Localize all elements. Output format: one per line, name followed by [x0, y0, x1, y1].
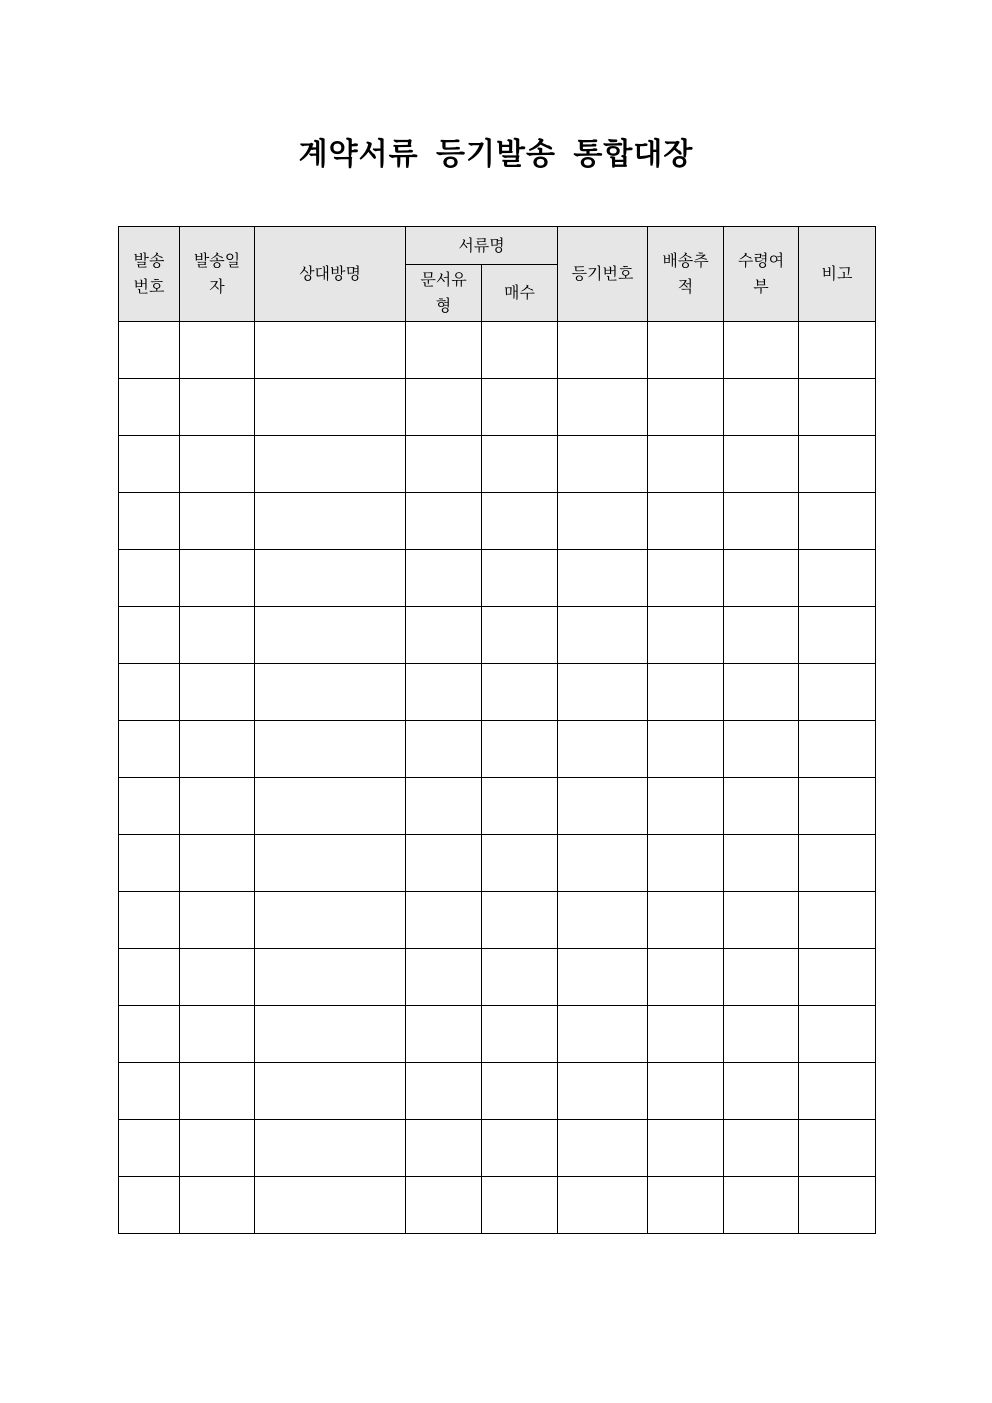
- header-remarks: [799, 227, 876, 322]
- cell-send-date[interactable]: [180, 1120, 255, 1177]
- table-row: [119, 664, 876, 721]
- cell-tracking[interactable]: [648, 379, 724, 436]
- header-doc-type-label: 문서유형: [420, 270, 467, 315]
- header-registered-no-label: 등기번호: [571, 264, 634, 283]
- table-row: [119, 892, 876, 949]
- cell-page-count[interactable]: [482, 778, 558, 835]
- cell-receipt-status[interactable]: [724, 493, 799, 550]
- header-send-no: [119, 227, 180, 322]
- cell-registered-no[interactable]: [558, 835, 648, 892]
- cell-receipt-status[interactable]: [724, 892, 799, 949]
- cell-page-count[interactable]: [482, 550, 558, 607]
- cell-registered-no[interactable]: [558, 949, 648, 1006]
- cell-page-count[interactable]: [482, 949, 558, 1006]
- cell-send-no[interactable]: [119, 1177, 180, 1234]
- cell-tracking[interactable]: [648, 1006, 724, 1063]
- header-page-count: [482, 265, 558, 322]
- header-remarks-label: 비고: [821, 264, 853, 283]
- cell-send-date[interactable]: [180, 1006, 255, 1063]
- cell-recipient[interactable]: [255, 436, 406, 493]
- cell-doc-type[interactable]: [406, 379, 482, 436]
- cell-send-date[interactable]: [180, 1063, 255, 1120]
- cell-recipient[interactable]: [255, 721, 406, 778]
- cell-tracking[interactable]: [648, 721, 724, 778]
- cell-doc-type[interactable]: [406, 949, 482, 1006]
- cell-send-date[interactable]: [180, 778, 255, 835]
- cell-recipient[interactable]: [255, 1006, 406, 1063]
- cell-remarks[interactable]: [799, 721, 876, 778]
- cell-send-no[interactable]: [119, 1006, 180, 1063]
- cell-doc-type[interactable]: [406, 493, 482, 550]
- header-recipient: [255, 227, 406, 322]
- table-row: [119, 835, 876, 892]
- table-row: [119, 1177, 876, 1234]
- header-doc-name-group-label: 서류명: [458, 235, 505, 255]
- cell-tracking[interactable]: [648, 550, 724, 607]
- cell-doc-type[interactable]: [406, 322, 482, 379]
- cell-page-count[interactable]: [482, 493, 558, 550]
- cell-send-date[interactable]: [180, 721, 255, 778]
- table-row: [119, 949, 876, 1006]
- cell-remarks[interactable]: [799, 607, 876, 664]
- cell-receipt-status[interactable]: [724, 835, 799, 892]
- header-send-no-label: 발송번호: [133, 251, 165, 296]
- cell-registered-no[interactable]: [558, 1006, 648, 1063]
- cell-doc-type[interactable]: [406, 1006, 482, 1063]
- cell-page-count[interactable]: [482, 1177, 558, 1234]
- cell-tracking[interactable]: [648, 493, 724, 550]
- cell-send-no[interactable]: [119, 436, 180, 493]
- cell-remarks[interactable]: [799, 892, 876, 949]
- cell-send-date[interactable]: [180, 550, 255, 607]
- cell-doc-type[interactable]: [406, 436, 482, 493]
- cell-page-count[interactable]: [482, 664, 558, 721]
- header-receipt-status-label: 수령여부: [737, 251, 785, 296]
- cell-send-no[interactable]: [119, 892, 180, 949]
- cell-registered-no[interactable]: [558, 322, 648, 379]
- cell-send-date[interactable]: [180, 379, 255, 436]
- cell-registered-no[interactable]: [558, 493, 648, 550]
- cell-remarks[interactable]: [799, 664, 876, 721]
- cell-doc-type[interactable]: [406, 778, 482, 835]
- table-row: [119, 379, 876, 436]
- cell-tracking[interactable]: [648, 949, 724, 1006]
- cell-receipt-status[interactable]: [724, 1177, 799, 1234]
- cell-tracking[interactable]: [648, 664, 724, 721]
- cell-doc-type[interactable]: [406, 607, 482, 664]
- cell-remarks[interactable]: [799, 778, 876, 835]
- cell-recipient[interactable]: [255, 550, 406, 607]
- cell-registered-no[interactable]: [558, 550, 648, 607]
- cell-send-date[interactable]: [180, 493, 255, 550]
- cell-send-date[interactable]: [180, 949, 255, 1006]
- cell-send-no[interactable]: [119, 721, 180, 778]
- cell-send-no[interactable]: [119, 550, 180, 607]
- cell-send-no[interactable]: [119, 1120, 180, 1177]
- cell-remarks[interactable]: [799, 550, 876, 607]
- cell-recipient[interactable]: [255, 322, 406, 379]
- header-page-count-label: 매수: [504, 283, 535, 302]
- cell-send-date[interactable]: [180, 322, 255, 379]
- cell-recipient[interactable]: [255, 1063, 406, 1120]
- cell-page-count[interactable]: [482, 835, 558, 892]
- cell-remarks[interactable]: [799, 493, 876, 550]
- cell-registered-no[interactable]: [558, 1063, 648, 1120]
- cell-remarks[interactable]: [799, 379, 876, 436]
- header-row: [119, 227, 876, 265]
- cell-page-count[interactable]: [482, 379, 558, 436]
- header-send-date-label: 발송일자: [193, 251, 241, 296]
- table-row: [119, 607, 876, 664]
- cell-page-count[interactable]: [482, 892, 558, 949]
- cell-tracking[interactable]: [648, 1177, 724, 1234]
- cell-send-no[interactable]: [119, 949, 180, 1006]
- header-doc-type: [406, 265, 482, 322]
- cell-doc-type[interactable]: [406, 550, 482, 607]
- header-registered-no: [558, 227, 648, 322]
- cell-registered-no[interactable]: [558, 436, 648, 493]
- cell-page-count[interactable]: [482, 1120, 558, 1177]
- cell-send-no[interactable]: [119, 379, 180, 436]
- cell-doc-type[interactable]: [406, 1177, 482, 1234]
- table-row: [119, 436, 876, 493]
- register-table: [118, 226, 876, 1234]
- cell-receipt-status[interactable]: [724, 607, 799, 664]
- table-row: [119, 1063, 876, 1120]
- cell-remarks[interactable]: [799, 835, 876, 892]
- cell-receipt-status[interactable]: [724, 1063, 799, 1120]
- cell-send-no[interactable]: [119, 322, 180, 379]
- table-row: [119, 493, 876, 550]
- cell-remarks[interactable]: [799, 1177, 876, 1234]
- cell-receipt-status[interactable]: [724, 550, 799, 607]
- cell-receipt-status[interactable]: [724, 721, 799, 778]
- cell-remarks[interactable]: [799, 436, 876, 493]
- cell-tracking[interactable]: [648, 892, 724, 949]
- cell-recipient[interactable]: [255, 493, 406, 550]
- cell-page-count[interactable]: [482, 322, 558, 379]
- cell-receipt-status[interactable]: [724, 379, 799, 436]
- cell-receipt-status[interactable]: [724, 949, 799, 1006]
- cell-doc-type[interactable]: [406, 1120, 482, 1177]
- cell-tracking[interactable]: [648, 835, 724, 892]
- cell-tracking[interactable]: [648, 607, 724, 664]
- cell-doc-type[interactable]: [406, 835, 482, 892]
- cell-page-count[interactable]: [482, 1006, 558, 1063]
- cell-doc-type[interactable]: [406, 892, 482, 949]
- cell-tracking[interactable]: [648, 322, 724, 379]
- cell-recipient[interactable]: [255, 1177, 406, 1234]
- cell-doc-type[interactable]: [406, 1063, 482, 1120]
- cell-send-no[interactable]: [119, 778, 180, 835]
- cell-recipient[interactable]: [255, 664, 406, 721]
- cell-page-count[interactable]: [482, 1063, 558, 1120]
- table-row: [119, 550, 876, 607]
- cell-doc-type[interactable]: [406, 664, 482, 721]
- cell-receipt-status[interactable]: [724, 1006, 799, 1063]
- page-title: 계약서류 등기발송 통합대장: [298, 137, 694, 172]
- header-tracking: [648, 227, 724, 322]
- cell-recipient[interactable]: [255, 892, 406, 949]
- cell-send-date[interactable]: [180, 835, 255, 892]
- cell-recipient[interactable]: [255, 949, 406, 1006]
- cell-registered-no[interactable]: [558, 892, 648, 949]
- cell-tracking[interactable]: [648, 436, 724, 493]
- cell-doc-type[interactable]: [406, 721, 482, 778]
- header-recipient-label: 상대방명: [299, 264, 361, 283]
- header-tracking-label: 배송추적: [662, 251, 709, 296]
- cell-send-no[interactable]: [119, 1063, 180, 1120]
- cell-send-date[interactable]: [180, 607, 255, 664]
- header-receipt-status: [724, 227, 799, 322]
- cell-recipient[interactable]: [255, 835, 406, 892]
- cell-receipt-status[interactable]: [724, 778, 799, 835]
- cell-send-no[interactable]: [119, 493, 180, 550]
- cell-receipt-status[interactable]: [724, 436, 799, 493]
- cell-send-date[interactable]: [180, 436, 255, 493]
- table-row: [119, 778, 876, 835]
- cell-receipt-status[interactable]: [724, 664, 799, 721]
- register-body: [119, 322, 876, 1234]
- cell-tracking[interactable]: [648, 1063, 724, 1120]
- cell-send-date[interactable]: [180, 664, 255, 721]
- cell-send-date[interactable]: [180, 892, 255, 949]
- cell-send-date[interactable]: [180, 1177, 255, 1234]
- cell-registered-no[interactable]: [558, 1120, 648, 1177]
- cell-page-count[interactable]: [482, 721, 558, 778]
- cell-page-count[interactable]: [482, 436, 558, 493]
- cell-registered-no[interactable]: [558, 778, 648, 835]
- cell-tracking[interactable]: [648, 778, 724, 835]
- cell-send-no[interactable]: [119, 607, 180, 664]
- cell-send-no[interactable]: [119, 664, 180, 721]
- cell-recipient[interactable]: [255, 379, 406, 436]
- cell-send-no[interactable]: [119, 835, 180, 892]
- table-row: [119, 721, 876, 778]
- cell-recipient[interactable]: [255, 1120, 406, 1177]
- cell-remarks[interactable]: [799, 1063, 876, 1120]
- cell-registered-no[interactable]: [558, 379, 648, 436]
- cell-receipt-status[interactable]: [724, 1120, 799, 1177]
- cell-recipient[interactable]: [255, 607, 406, 664]
- table-row: [119, 1120, 876, 1177]
- cell-remarks[interactable]: [799, 1120, 876, 1177]
- cell-registered-no[interactable]: [558, 607, 648, 664]
- cell-registered-no[interactable]: [558, 721, 648, 778]
- cell-registered-no[interactable]: [558, 1177, 648, 1234]
- cell-page-count[interactable]: [482, 607, 558, 664]
- cell-remarks[interactable]: [799, 322, 876, 379]
- header-send-date: [180, 227, 255, 322]
- table-row: [119, 1006, 876, 1063]
- cell-registered-no[interactable]: [558, 664, 648, 721]
- table-row: [119, 322, 876, 379]
- cell-tracking[interactable]: [648, 1120, 724, 1177]
- cell-remarks[interactable]: [799, 1006, 876, 1063]
- cell-receipt-status[interactable]: [724, 322, 799, 379]
- cell-remarks[interactable]: [799, 949, 876, 1006]
- header-doc-name-group: [406, 227, 558, 265]
- cell-recipient[interactable]: [255, 778, 406, 835]
